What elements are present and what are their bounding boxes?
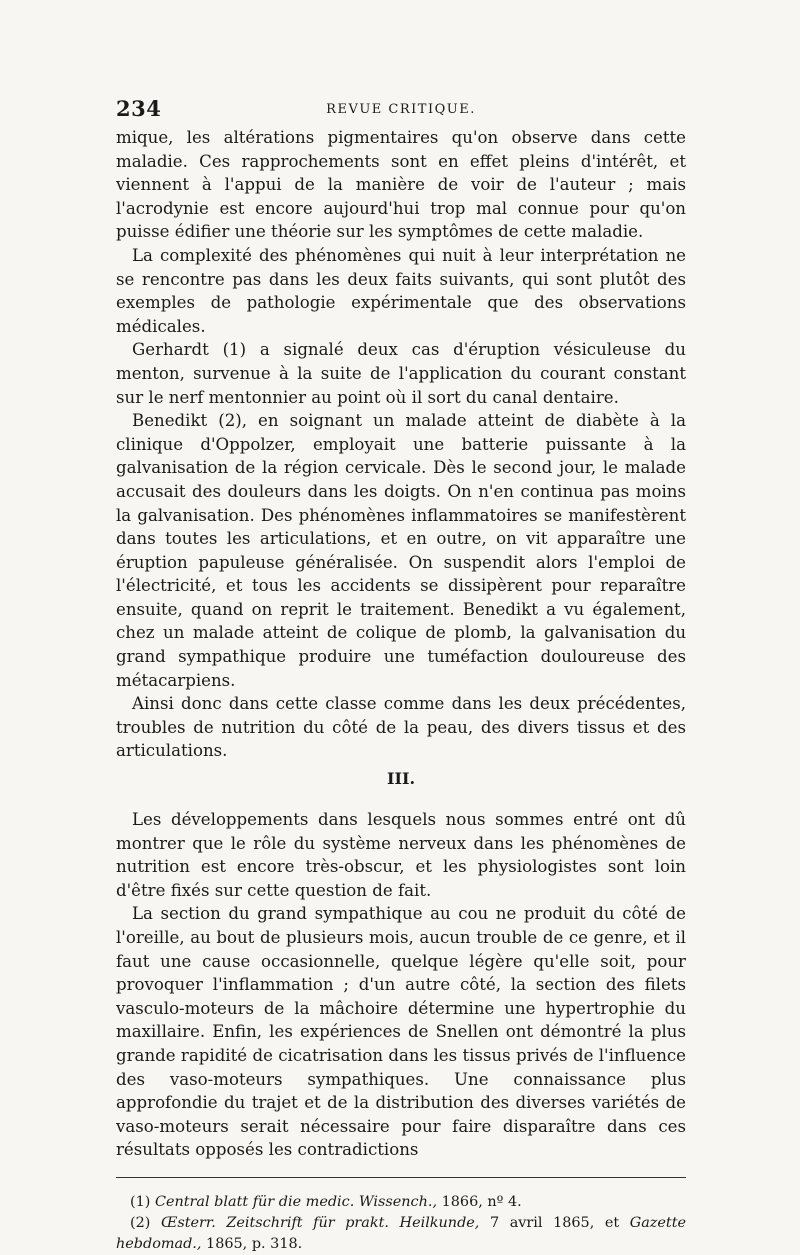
page-number: 234 (116, 96, 162, 121)
footnote-title: Gazette hebdomad., (116, 1214, 686, 1252)
footnote-title: Central blatt für die medic. Wissench., (154, 1193, 438, 1210)
footnote-2 (116, 1213, 686, 1255)
paragraph: Benedikt (2), en soignant un malade atteint de diabète à la clinique d'Oppolzer, employait une batterie puissante à la galvanisation de la région cervicale. Dès le second jour, le malade accusait des douleurs dans les doigts. On n'en continua pas moins la galvanisation. Des phénomènes inflammatoires se manifestèrent dans toutes les articulations, et en outre, on vit apparaître une éruption papuleuse généralisée. On suspendit alors l'emploi de l'électricité, et tous les accidents se dissipèrent pour reparaître ensuite, quand on reprit le traitement. Benedikt a vu également, chez un malade atteint de colique de plomb, la galvanisation du grand sympathique produire une tuméfaction douloureuse des métacarpiens. (116, 411, 686, 690)
footnote-mark: (2) (130, 1214, 151, 1231)
page (116, 96, 686, 1255)
footnote-title: Œsterr. Zeitschrift für prakt. Heilkunde, (160, 1214, 480, 1231)
footnote-rule (116, 1177, 686, 1178)
footnote-text: 1866, nº 4. (437, 1193, 522, 1210)
footnote-text: 1865, p. 318. (201, 1235, 303, 1252)
body-text (116, 126, 686, 1162)
running-title: REVUE CRITIQUE. (326, 102, 476, 117)
paragraph: mique, les altérations pigmentaires qu'on observe dans cette maladie. Ces rapprochements sont en effet pleins d'intérêt, et viennent à l'appui de la manière de voir de l'auteur ; mais l'acrodynie est encore aujourd'hui trop mal connue pour qu'on puisse édifier une théorie sur les symptômes de cette maladie. (116, 128, 686, 242)
section-heading: III. (386, 769, 416, 789)
footnote-1 (116, 1192, 686, 1213)
paragraph: Gerhardt (1) a signalé deux cas d'éruption vésiculeuse du menton, survenue à la suite de l'application du courant constant sur le nerf mentonnier au point où il sort du canal dentaire. (116, 340, 686, 407)
footnotes (116, 1192, 686, 1255)
paragraph: Les développements dans lesquels nous sommes entré ont dû montrer que le rôle du système nerveux dans les phénomènes de nutrition est encore très-obscur, et les physiologistes sont loin d'être fixés sur cette question de fait. (116, 810, 686, 900)
paragraph: La complexité des phénomènes qui nuit à leur interprétation ne se rencontre pas dans les deux faits suivants, qui sont plutôt des exemples de pathologie expérimentale que des observations médicales. (116, 245, 686, 336)
footnote-text: 7 avril 1865, et (479, 1214, 630, 1231)
footnote-mark: (1) (130, 1193, 151, 1210)
paragraph: Ainsi donc dans cette classe comme dans les deux précédentes, troubles de nutrition du côté de la peau, des divers tissus et des articulations. (116, 694, 686, 761)
paragraph: La section du grand sympathique au cou ne produit du côté de l'oreille, au bout de plusieurs mois, aucun trouble de ce genre, et il faut une cause occasionnelle, quelque légère qu'elle soit, pour provoquer l'inflammation ; d'un autre côté, la section des filets vasculo-moteurs de la mâchoire détermine une hypertrophie du maxillaire. Enfin, les expériences de Snellen ont démontré la plus grande rapidité de cicatrisation dans les tissus privés de l'influence des vaso-moteurs sympathiques. Une connaissance plus approfondie du trajet et de la distribution des diverses variétés de vaso-moteurs serait nécessaire pour faire disparaître dans ces résultats opposés les contradictions (116, 904, 686, 1160)
page-header (116, 96, 686, 126)
